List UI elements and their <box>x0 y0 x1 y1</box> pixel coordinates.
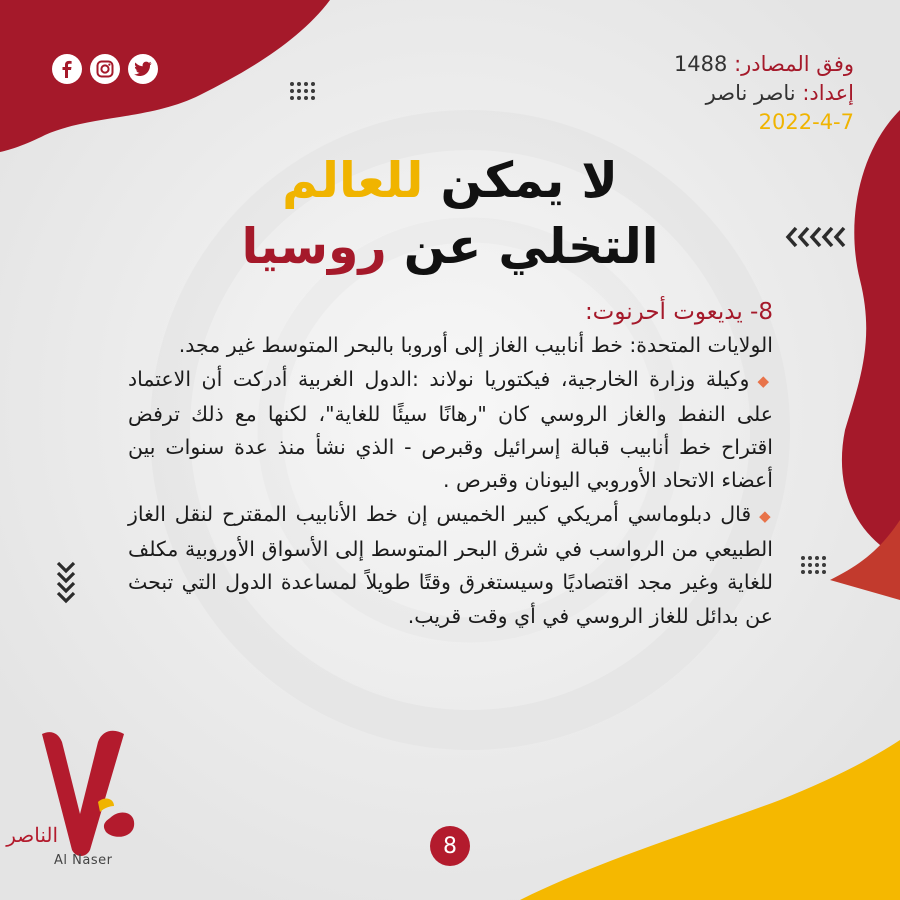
article-body <box>128 296 773 633</box>
logo-latin-text: Al Naser <box>54 853 113 868</box>
facebook-icon[interactable] <box>52 54 82 84</box>
bullet-text-2: قال دبلوماسي أمريكي كبير الخميس إن خط الأنابيب المقترح لنقل الغاز الطبيعي من الرواسب في شرق البحر المتوسط إلى الأسواق الأوروبية مكلف للغاية وغير مجد اقتصاديًا وسيستغرق وقتًا طويلاً لمساعدة الدول التي تبحث عن بدائل للغاز الروسي في أي وقت قريب. <box>128 501 773 628</box>
twitter-icon[interactable] <box>128 54 158 84</box>
article-heading: 8- يديعوت أحرنوت: <box>584 299 773 325</box>
author-label: إعداد: <box>802 81 854 105</box>
bullet-diamond-icon: ◆ <box>759 506 773 525</box>
source-label: وفق المصادر: <box>734 52 854 76</box>
bullet-item-2 <box>128 498 773 633</box>
logo-arabic-text: الناصر <box>6 823 58 847</box>
dots-decoration-top <box>290 82 315 100</box>
page-title <box>0 148 900 280</box>
article-intro: الولايات المتحدة: خط أنابيب الغاز إلى أوروبا بالبحر المتوسط غير مجد. <box>178 333 773 358</box>
author-value: ناصر ناصر <box>705 81 796 105</box>
bullet-item-1 <box>128 363 773 498</box>
date: 2022-4-7 <box>758 110 854 134</box>
title-line2-black: التخلي عن <box>403 218 659 275</box>
title-line-1 <box>0 148 900 214</box>
title-line1-black: لا يمكن <box>440 152 618 209</box>
page-number-badge: 8 <box>430 826 470 866</box>
bullet-diamond-icon: ◆ <box>757 371 773 390</box>
author-line <box>674 79 854 108</box>
social-icons <box>52 54 158 84</box>
chevrons-left-icon <box>784 222 848 258</box>
title-line2-red: روسيا <box>241 218 387 275</box>
instagram-icon[interactable] <box>90 54 120 84</box>
title-line1-yellow: للعالم <box>282 152 424 209</box>
source-value: 1488 <box>673 52 728 76</box>
source-line <box>674 50 854 79</box>
bullet-text-1: وكيلة وزارة الخارجية، فيكتوريا نولاند :الدول الغربية أدركت أن الاعتماد على النفط والغاز الروسي كان "رهانًا سيئًا للغاية"، لكنها مع ذلك ترفض اقتراح خط أنابيب قبالة إسرائيل وقبرص - الذي نشأ منذ عدة سنوات بين أعضاء الاتحاد الأوروبي اليونان وقبرص . <box>128 366 773 493</box>
chevrons-down-icon <box>55 563 77 605</box>
al-naser-logo <box>6 722 150 872</box>
title-line-2 <box>0 214 900 280</box>
header-meta <box>674 50 854 137</box>
dots-decoration-right <box>801 556 826 574</box>
